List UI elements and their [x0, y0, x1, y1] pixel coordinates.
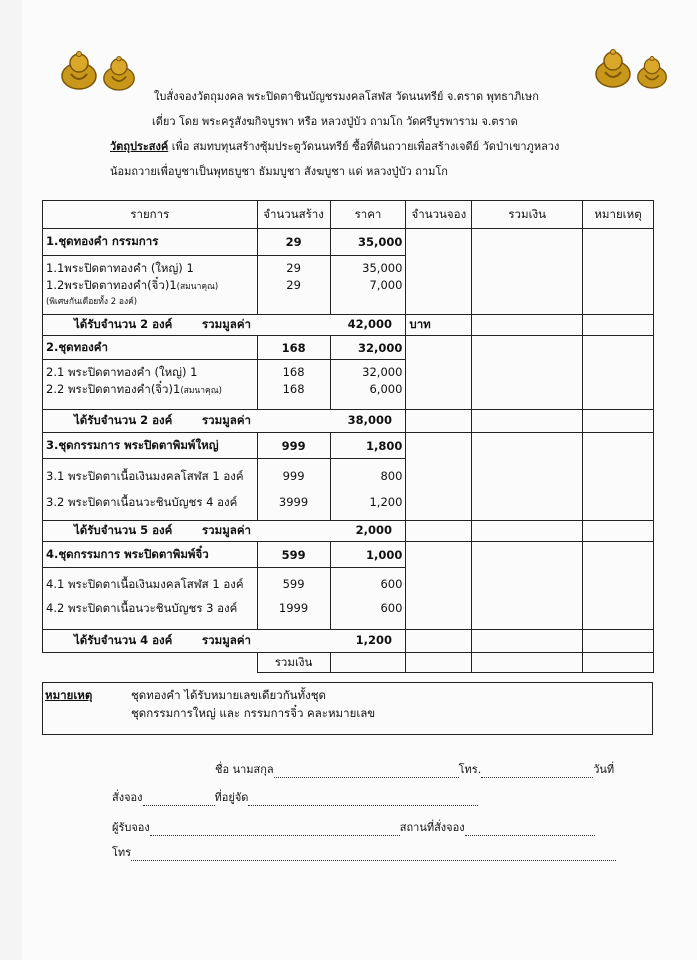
section-title: 2.ชุดทองคำ [43, 336, 258, 360]
reserve-cell[interactable] [406, 521, 472, 542]
form-line-name [215, 760, 614, 778]
item-name: 1.2พระปิดตาทองคำ(จิ๋ว)1(สมนาคุณ) [46, 278, 219, 292]
amulet-icon [636, 55, 668, 89]
item-prices [330, 256, 406, 315]
sum-cell[interactable] [472, 653, 583, 673]
grand-total-spacer [43, 653, 258, 673]
section-total-row [43, 630, 654, 653]
total-mid: รวมมูลค่า [202, 523, 251, 537]
item-name: 1.1พระปิดตาทองคำ (ใหญ่) 1 [46, 261, 194, 275]
item-price: 800 [380, 469, 403, 483]
item-price: 35,000 [362, 261, 403, 275]
name-label: ชื่อ นามสกุล [215, 763, 274, 776]
item-qtys [257, 568, 330, 630]
col-header-qty: จำนวนสร้าง [257, 201, 330, 229]
item-price: 1,200 [369, 495, 403, 509]
phone2-field[interactable] [131, 849, 616, 861]
purpose-label: วัตถุประสงค์ [110, 140, 169, 153]
item-price: 32,000 [362, 365, 403, 379]
total-mid: รวมมูลค่า [202, 633, 251, 647]
sum-cell[interactable] [472, 229, 583, 315]
item-qty: 29 [286, 261, 301, 275]
item-qty: 599 [282, 577, 305, 591]
note-label: หมายเหตุ [45, 688, 93, 702]
total-label: ได้รับจำนวน 4 องค์ [74, 633, 173, 647]
page-edge [0, 0, 23, 960]
section-title-row [43, 542, 654, 568]
section-total [43, 630, 406, 653]
reserve-cell[interactable] [406, 542, 472, 630]
section-items [43, 568, 258, 630]
form-line-phone [112, 843, 616, 861]
table-header-row [43, 201, 654, 229]
total-mid: รวมมูลค่า [202, 413, 251, 427]
order-label: สั่งจอง [112, 791, 143, 804]
item-qtys [257, 459, 330, 521]
total-unit: บาท [406, 315, 472, 336]
amulet-icon [102, 55, 136, 91]
section-qty: 29 [257, 229, 330, 256]
col-header-price: ราคา [330, 201, 406, 229]
item-price: 7,000 [369, 278, 403, 292]
header-line-1: ใบสั่งจองวัตถุมงคล พระปิดตาชินบัญชรมงคลโสฬส วัดนนทรีย์ จ.ตราด พุทธาภิเษก [154, 90, 539, 103]
header-line-2: เดี่ยว โดย พระครูสังฆกิจบูรพา หรือ หลวงปู่บัว ถามโก วัดศรีบูรพาราม จ.ตราด [152, 115, 518, 128]
total-value: 38,000 [347, 413, 392, 427]
section-total-row [43, 410, 654, 433]
section-price: 32,000 [330, 336, 406, 360]
item-qty: 168 [282, 382, 305, 396]
total-label: ได้รับจำนวน 2 องค์ [74, 413, 173, 427]
item-name: 2.2 พระปิดตาทองคำ(จิ๋ว)1(สมนาคุณ) [46, 382, 222, 396]
note-line-2: ชุดกรรมการใหญ่ และ กรรมการจิ๋ว คละหมายเลข [131, 706, 376, 720]
section-title-row [43, 336, 654, 360]
item-qty: 1999 [278, 601, 309, 615]
section-title-row [43, 433, 654, 459]
name-field[interactable] [274, 766, 459, 778]
item-price: 600 [380, 601, 403, 615]
reserve-cell[interactable] [406, 630, 472, 653]
receiver-field[interactable] [150, 824, 400, 836]
phone-label: โทร. [458, 763, 482, 776]
section-price: 35,000 [330, 229, 406, 256]
item-name: 4.1 พระปิดตาเนื้อเงินมงคลโสฬส 1 องค์ [46, 577, 244, 591]
item-prices [330, 360, 406, 410]
section-qty: 599 [257, 542, 330, 568]
item-qty: 3999 [278, 495, 309, 509]
sum-cell[interactable] [472, 315, 583, 336]
section-items [43, 256, 258, 315]
item-name: 2.1 พระปิดตาทองคำ (ใหญ่) 1 [46, 365, 198, 379]
remark-cell[interactable] [583, 229, 654, 315]
item-name: 3.1 พระปิดตาเนื้อเงินมงคลโสฬส 1 องค์ [46, 469, 244, 483]
remark-cell[interactable] [583, 315, 654, 336]
header-line-4: น้อมถวายเพื่อบูชาเป็นพุทธบูชา ธัมมบูชา สังฆบูชา แด่ หลวงปู่บัว ถามโก [110, 165, 448, 178]
address-field[interactable] [248, 794, 478, 806]
address-label: ที่อยู่จัด [214, 791, 249, 804]
section-total-row [43, 315, 654, 336]
grand-total-row [43, 653, 654, 673]
reserve-cell[interactable] [406, 653, 472, 673]
section-total [43, 410, 406, 433]
section-items [43, 459, 258, 521]
remark-cell[interactable] [583, 521, 654, 542]
section-total [43, 521, 406, 542]
reserve-cell[interactable] [406, 410, 472, 433]
item-qty: 999 [282, 469, 305, 483]
remark-cell[interactable] [583, 336, 654, 410]
item-note: (สมนาคุณ) [180, 386, 222, 396]
item-qtys [257, 360, 330, 410]
reserve-cell[interactable] [406, 433, 472, 521]
item-name: 4.2 พระปิดตาเนื้อนวะชินบัญชร 3 องค์ [46, 601, 238, 615]
sum-cell[interactable] [472, 336, 583, 410]
total-value: 1,200 [355, 633, 392, 647]
remark-cell[interactable] [583, 653, 654, 673]
section-price: 1,000 [330, 542, 406, 568]
item-qtys [257, 256, 330, 315]
remark-cell[interactable] [583, 630, 654, 653]
section-qty: 168 [257, 336, 330, 360]
reserve-cell[interactable] [406, 336, 472, 410]
order-table [42, 200, 654, 673]
purpose-line [110, 140, 559, 154]
grand-total-label: รวมเงิน [257, 653, 330, 673]
order-field[interactable] [143, 794, 215, 806]
grand-total-value[interactable] [330, 653, 406, 673]
section-total-row [43, 521, 654, 542]
purpose-text: เพื่อ สมทบทุนสร้างซุ้มประตูวัดนนทรีย์ ซื้อที่ดินถวายเพื่อสร้างเจดีย์ วัดป่าเขาภูหลวง [168, 140, 560, 153]
item-name: 3.2 พระปิดตาเนื้อนวะชินบัญชร 4 องค์ [46, 495, 238, 509]
col-header-remark: หมายเหตุ [583, 201, 654, 229]
form-line-receiver [112, 818, 595, 836]
phone-field[interactable] [481, 766, 593, 778]
item-price: 6,000 [369, 382, 403, 396]
sum-cell[interactable] [472, 433, 583, 521]
note-box [42, 682, 653, 735]
col-header-sum: รวมเงิน [472, 201, 583, 229]
reserve-cell[interactable] [406, 229, 472, 315]
total-label: ได้รับจำนวน 2 องค์ [74, 317, 173, 331]
item-note: (สมนาคุณ) [176, 282, 219, 292]
place-label: สถานที่สั่งจอง [399, 821, 465, 834]
item-prices [330, 568, 406, 630]
receiver-label: ผู้รับจอง [112, 821, 150, 834]
form-line-order [112, 788, 478, 806]
section-title: 4.ชุดกรรมการ พระปิดตาพิมพ์จิ๋ว [43, 542, 258, 568]
remark-cell[interactable] [583, 433, 654, 521]
section-title: 1.ชุดทองคำ กรรมการ [43, 229, 258, 256]
date-label: วันที่ [593, 763, 615, 776]
sum-cell[interactable] [472, 542, 583, 630]
sum-cell[interactable] [472, 630, 583, 653]
section-price: 1,800 [330, 433, 406, 459]
sum-cell[interactable] [472, 410, 583, 433]
item-extra-note: (พิเศษกันเดือยทั้ง 2 องค์) [46, 297, 138, 307]
section-items [43, 360, 258, 410]
section-title: 3.ชุดกรรมการ พระปิดตาพิมพ์ใหญ่ [43, 433, 258, 459]
item-qty: 29 [286, 278, 301, 292]
sum-cell[interactable] [472, 521, 583, 542]
amulet-icon [60, 50, 98, 90]
total-mid: รวมมูลค่า [202, 317, 251, 331]
section-qty: 999 [257, 433, 330, 459]
total-value: 2,000 [355, 523, 392, 537]
total-value: 42,000 [347, 317, 392, 331]
col-header-reserve: จำนวนจอง [406, 201, 472, 229]
col-header-item: รายการ [43, 201, 258, 229]
amulet-icon [594, 48, 632, 88]
item-price: 600 [380, 577, 403, 591]
total-label: ได้รับจำนวน 5 องค์ [74, 523, 173, 537]
place-field[interactable] [465, 824, 595, 836]
item-prices [330, 459, 406, 521]
item-qty: 168 [282, 365, 305, 379]
remark-cell[interactable] [583, 410, 654, 433]
section-total [43, 315, 406, 336]
phone2-label: โทร [112, 846, 132, 859]
remark-cell[interactable] [583, 542, 654, 630]
section-title-row [43, 229, 654, 256]
note-line-1: ชุดทองคำ ได้รับหมายเลขเดียวกันทั้งชุด [131, 688, 326, 702]
